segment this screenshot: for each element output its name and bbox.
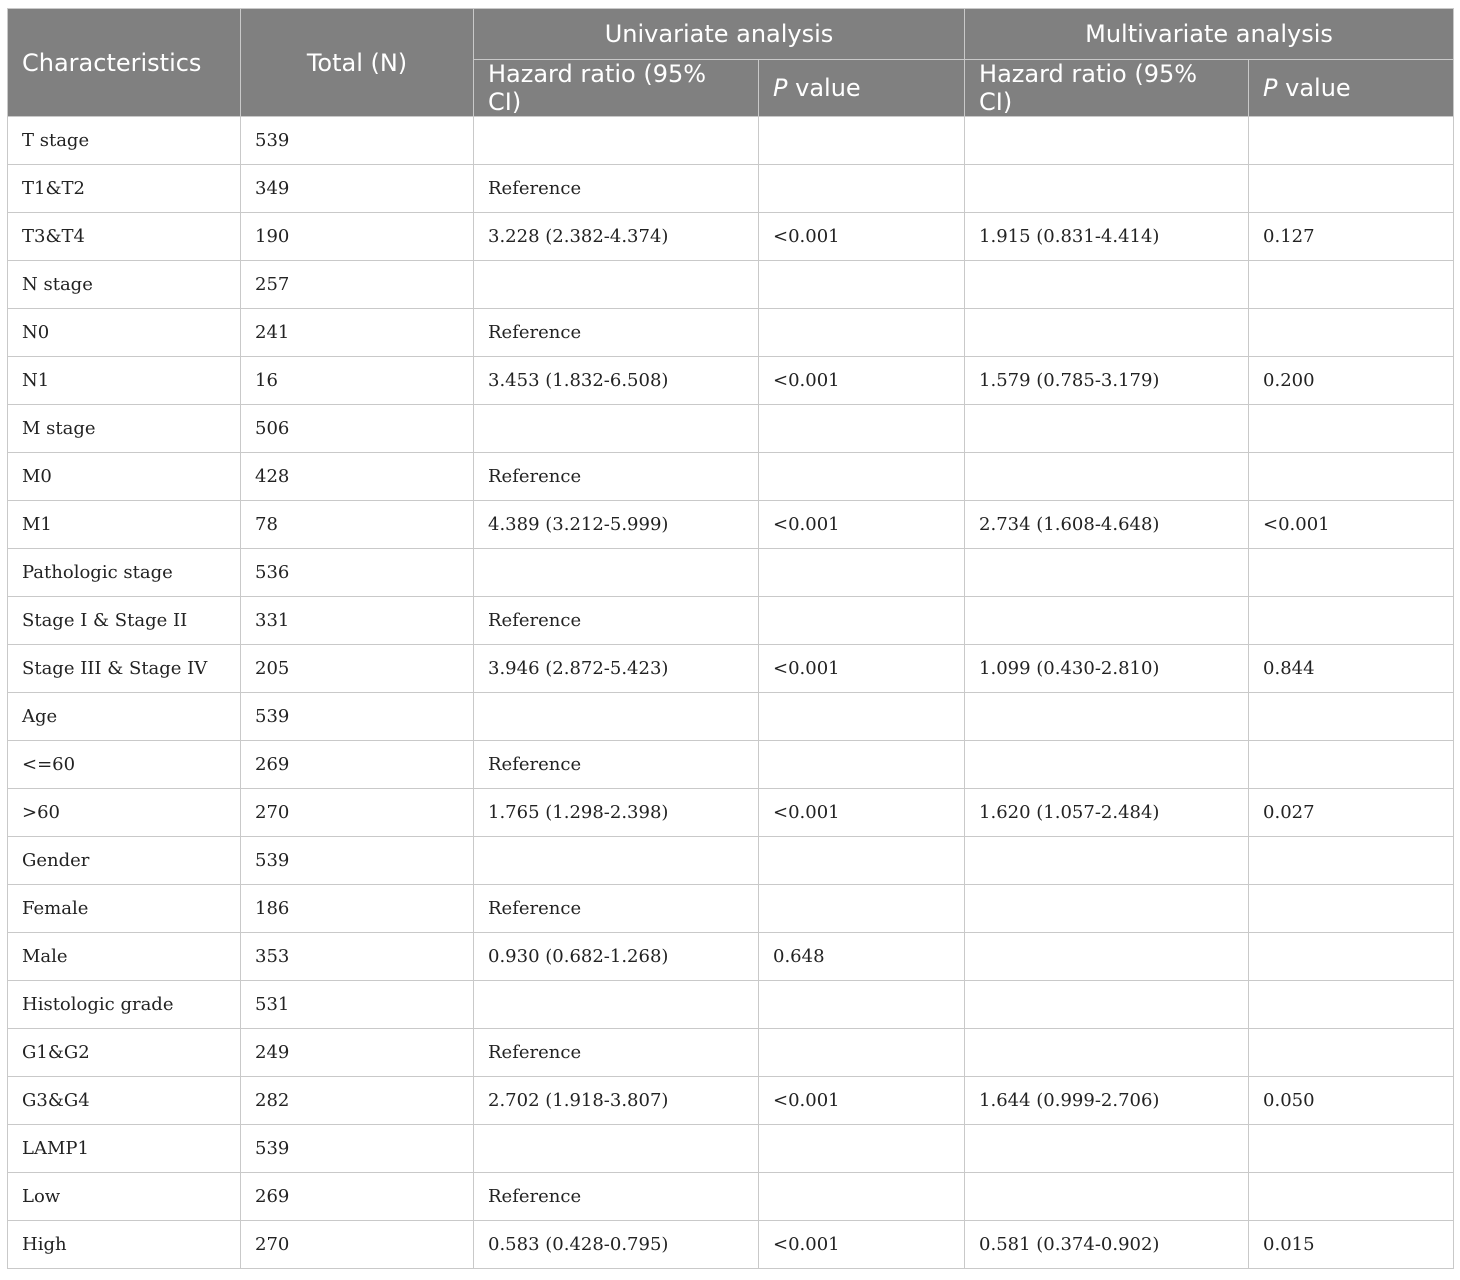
cell-total: 241 [241, 309, 474, 357]
table-row [8, 117, 1454, 165]
cell-multivariate-hazard-ratio [965, 309, 1249, 357]
cell-multivariate-hazard-ratio [965, 549, 1249, 597]
table-row [8, 789, 1454, 837]
cell-multivariate-hazard-ratio: 1.915 (0.831-4.414) [965, 213, 1249, 261]
table-row [8, 309, 1454, 357]
cell-total: 353 [241, 933, 474, 981]
table-row [8, 933, 1454, 981]
cell-total: 270 [241, 1221, 474, 1269]
cell-total: 506 [241, 405, 474, 453]
results-table-container [7, 8, 1453, 1269]
cell-multivariate-hazard-ratio [965, 693, 1249, 741]
cell-characteristic: Age [8, 693, 241, 741]
cell-multivariate-hazard-ratio [965, 1029, 1249, 1077]
cell-multivariate-p-value: 0.200 [1249, 357, 1454, 405]
cell-multivariate-hazard-ratio [965, 741, 1249, 789]
table-row [8, 645, 1454, 693]
cell-total: 331 [241, 597, 474, 645]
cell-univariate-p-value [759, 1173, 965, 1221]
table-body [8, 117, 1454, 1269]
p-value-label: value [1277, 74, 1351, 102]
cell-univariate-p-value: <0.001 [759, 357, 965, 405]
cell-univariate-p-value: <0.001 [759, 213, 965, 261]
cell-univariate-p-value [759, 261, 965, 309]
table-row [8, 597, 1454, 645]
table-header [8, 9, 1454, 117]
cell-total: 539 [241, 1125, 474, 1173]
table-row [8, 1029, 1454, 1077]
cell-univariate-hazard-ratio: Reference [474, 885, 759, 933]
cell-multivariate-hazard-ratio [965, 117, 1249, 165]
cell-multivariate-hazard-ratio [965, 837, 1249, 885]
table-row [8, 453, 1454, 501]
header-uni-hazard-ratio: Hazard ratio (95% CI) [474, 60, 759, 117]
cell-multivariate-hazard-ratio: 1.579 (0.785-3.179) [965, 357, 1249, 405]
cell-total: 349 [241, 165, 474, 213]
cell-multivariate-p-value [1249, 981, 1454, 1029]
cell-multivariate-p-value: <0.001 [1249, 501, 1454, 549]
cell-univariate-p-value: <0.001 [759, 1077, 965, 1125]
header-multi-hazard-ratio: Hazard ratio (95% CI) [965, 60, 1249, 117]
cell-multivariate-hazard-ratio [965, 1125, 1249, 1173]
cell-characteristic: T1&T2 [8, 165, 241, 213]
table-row [8, 357, 1454, 405]
table-row [8, 693, 1454, 741]
cell-univariate-hazard-ratio [474, 549, 759, 597]
cell-univariate-hazard-ratio [474, 1125, 759, 1173]
cell-total: 190 [241, 213, 474, 261]
header-total: Total (N) [241, 9, 474, 117]
cell-characteristic: Stage III & Stage IV [8, 645, 241, 693]
cell-total: 531 [241, 981, 474, 1029]
cell-univariate-hazard-ratio: 3.453 (1.832-6.508) [474, 357, 759, 405]
cell-univariate-p-value: <0.001 [759, 501, 965, 549]
cell-univariate-p-value: 0.648 [759, 933, 965, 981]
cell-univariate-p-value [759, 453, 965, 501]
header-characteristics: Characteristics [8, 9, 241, 117]
p-italic-label: P [773, 74, 788, 102]
cell-characteristic: T stage [8, 117, 241, 165]
cell-multivariate-hazard-ratio: 0.581 (0.374-0.902) [965, 1221, 1249, 1269]
cell-univariate-p-value [759, 885, 965, 933]
cell-multivariate-p-value [1249, 309, 1454, 357]
cell-univariate-hazard-ratio: 3.228 (2.382-4.374) [474, 213, 759, 261]
cell-total: 249 [241, 1029, 474, 1077]
cell-multivariate-p-value [1249, 117, 1454, 165]
header-uni-p-value [759, 60, 965, 117]
table-row [8, 549, 1454, 597]
header-multivariate: Multivariate analysis [965, 9, 1454, 60]
cell-characteristic: M0 [8, 453, 241, 501]
cell-univariate-p-value [759, 405, 965, 453]
cell-multivariate-p-value [1249, 885, 1454, 933]
cell-total: 186 [241, 885, 474, 933]
cell-univariate-hazard-ratio: Reference [474, 1173, 759, 1221]
cell-univariate-p-value [759, 1125, 965, 1173]
cell-univariate-hazard-ratio: Reference [474, 741, 759, 789]
cell-characteristic: Histologic grade [8, 981, 241, 1029]
table-row [8, 261, 1454, 309]
cell-total: 16 [241, 357, 474, 405]
cell-multivariate-hazard-ratio [965, 885, 1249, 933]
cell-total: 78 [241, 501, 474, 549]
header-row-top [8, 9, 1454, 60]
cell-multivariate-hazard-ratio [965, 405, 1249, 453]
cell-univariate-hazard-ratio [474, 981, 759, 1029]
cell-univariate-p-value: <0.001 [759, 1221, 965, 1269]
cell-multivariate-hazard-ratio [965, 597, 1249, 645]
cell-multivariate-p-value [1249, 549, 1454, 597]
cell-total: 539 [241, 117, 474, 165]
cell-multivariate-p-value: 0.015 [1249, 1221, 1454, 1269]
cell-univariate-p-value: <0.001 [759, 645, 965, 693]
cell-total: 539 [241, 693, 474, 741]
cell-multivariate-p-value: 0.050 [1249, 1077, 1454, 1125]
cell-multivariate-p-value [1249, 405, 1454, 453]
cell-total: 282 [241, 1077, 474, 1125]
table-row [8, 213, 1454, 261]
cell-multivariate-p-value [1249, 597, 1454, 645]
cell-univariate-hazard-ratio: 4.389 (3.212-5.999) [474, 501, 759, 549]
cell-characteristic: Male [8, 933, 241, 981]
cell-multivariate-hazard-ratio [965, 1173, 1249, 1221]
cell-characteristic: <=60 [8, 741, 241, 789]
cell-characteristic: G1&G2 [8, 1029, 241, 1077]
cell-characteristic: Female [8, 885, 241, 933]
cell-characteristic: N stage [8, 261, 241, 309]
cell-total: 269 [241, 1173, 474, 1221]
cell-univariate-hazard-ratio [474, 261, 759, 309]
cell-univariate-hazard-ratio: 0.930 (0.682-1.268) [474, 933, 759, 981]
cell-multivariate-hazard-ratio: 1.644 (0.999-2.706) [965, 1077, 1249, 1125]
cell-total: 205 [241, 645, 474, 693]
cell-multivariate-p-value [1249, 1125, 1454, 1173]
cell-total: 257 [241, 261, 474, 309]
cell-univariate-hazard-ratio [474, 117, 759, 165]
cell-univariate-hazard-ratio [474, 405, 759, 453]
table-row [8, 837, 1454, 885]
cell-univariate-p-value [759, 597, 965, 645]
cell-univariate-hazard-ratio: 1.765 (1.298-2.398) [474, 789, 759, 837]
table-row [8, 741, 1454, 789]
table-row [8, 165, 1454, 213]
cell-total: 539 [241, 837, 474, 885]
cell-univariate-hazard-ratio: Reference [474, 309, 759, 357]
cell-characteristic: M1 [8, 501, 241, 549]
table-row [8, 405, 1454, 453]
cell-multivariate-p-value [1249, 261, 1454, 309]
cell-total: 428 [241, 453, 474, 501]
cell-univariate-p-value: <0.001 [759, 789, 965, 837]
cell-multivariate-hazard-ratio [965, 261, 1249, 309]
cox-regression-table [7, 8, 1454, 1269]
cell-characteristic: >60 [8, 789, 241, 837]
cell-characteristic: M stage [8, 405, 241, 453]
table-row [8, 501, 1454, 549]
table-row [8, 981, 1454, 1029]
cell-univariate-p-value [759, 549, 965, 597]
cell-multivariate-hazard-ratio: 1.099 (0.430-2.810) [965, 645, 1249, 693]
cell-univariate-hazard-ratio: 0.583 (0.428-0.795) [474, 1221, 759, 1269]
cell-univariate-hazard-ratio: 2.702 (1.918-3.807) [474, 1077, 759, 1125]
cell-characteristic: LAMP1 [8, 1125, 241, 1173]
cell-univariate-hazard-ratio: Reference [474, 597, 759, 645]
header-multi-p-value [1249, 60, 1454, 117]
cell-multivariate-hazard-ratio [965, 933, 1249, 981]
cell-characteristic: Stage I & Stage II [8, 597, 241, 645]
cell-total: 536 [241, 549, 474, 597]
cell-multivariate-p-value: 0.844 [1249, 645, 1454, 693]
p-italic-label: P [1263, 74, 1278, 102]
cell-characteristic: G3&G4 [8, 1077, 241, 1125]
table-row [8, 1173, 1454, 1221]
cell-characteristic: T3&T4 [8, 213, 241, 261]
cell-characteristic: High [8, 1221, 241, 1269]
cell-univariate-p-value [759, 117, 965, 165]
table-row [8, 1221, 1454, 1269]
table-row [8, 885, 1454, 933]
cell-univariate-p-value [759, 309, 965, 357]
cell-total: 269 [241, 741, 474, 789]
cell-characteristic: Gender [8, 837, 241, 885]
cell-total: 270 [241, 789, 474, 837]
cell-univariate-hazard-ratio: 3.946 (2.872-5.423) [474, 645, 759, 693]
cell-univariate-p-value [759, 693, 965, 741]
p-value-label: value [787, 74, 861, 102]
cell-multivariate-hazard-ratio [965, 453, 1249, 501]
cell-multivariate-p-value: 0.027 [1249, 789, 1454, 837]
cell-univariate-p-value [759, 1029, 965, 1077]
cell-univariate-hazard-ratio [474, 693, 759, 741]
cell-multivariate-p-value [1249, 1029, 1454, 1077]
cell-characteristic: N1 [8, 357, 241, 405]
cell-characteristic: Low [8, 1173, 241, 1221]
table-row [8, 1077, 1454, 1125]
cell-univariate-hazard-ratio [474, 837, 759, 885]
cell-multivariate-hazard-ratio [965, 981, 1249, 1029]
header-univariate: Univariate analysis [474, 9, 965, 60]
cell-multivariate-p-value [1249, 1173, 1454, 1221]
cell-multivariate-p-value [1249, 933, 1454, 981]
cell-univariate-p-value [759, 837, 965, 885]
cell-univariate-hazard-ratio: Reference [474, 453, 759, 501]
cell-multivariate-hazard-ratio: 2.734 (1.608-4.648) [965, 501, 1249, 549]
cell-multivariate-p-value [1249, 837, 1454, 885]
cell-characteristic: N0 [8, 309, 241, 357]
cell-univariate-hazard-ratio: Reference [474, 1029, 759, 1077]
cell-multivariate-p-value: 0.127 [1249, 213, 1454, 261]
cell-characteristic: Pathologic stage [8, 549, 241, 597]
cell-univariate-p-value [759, 165, 965, 213]
cell-multivariate-p-value [1249, 693, 1454, 741]
cell-multivariate-hazard-ratio: 1.620 (1.057-2.484) [965, 789, 1249, 837]
table-row [8, 1125, 1454, 1173]
cell-univariate-hazard-ratio: Reference [474, 165, 759, 213]
cell-univariate-p-value [759, 981, 965, 1029]
cell-univariate-p-value [759, 741, 965, 789]
cell-multivariate-hazard-ratio [965, 165, 1249, 213]
cell-multivariate-p-value [1249, 741, 1454, 789]
cell-multivariate-p-value [1249, 453, 1454, 501]
cell-multivariate-p-value [1249, 165, 1454, 213]
